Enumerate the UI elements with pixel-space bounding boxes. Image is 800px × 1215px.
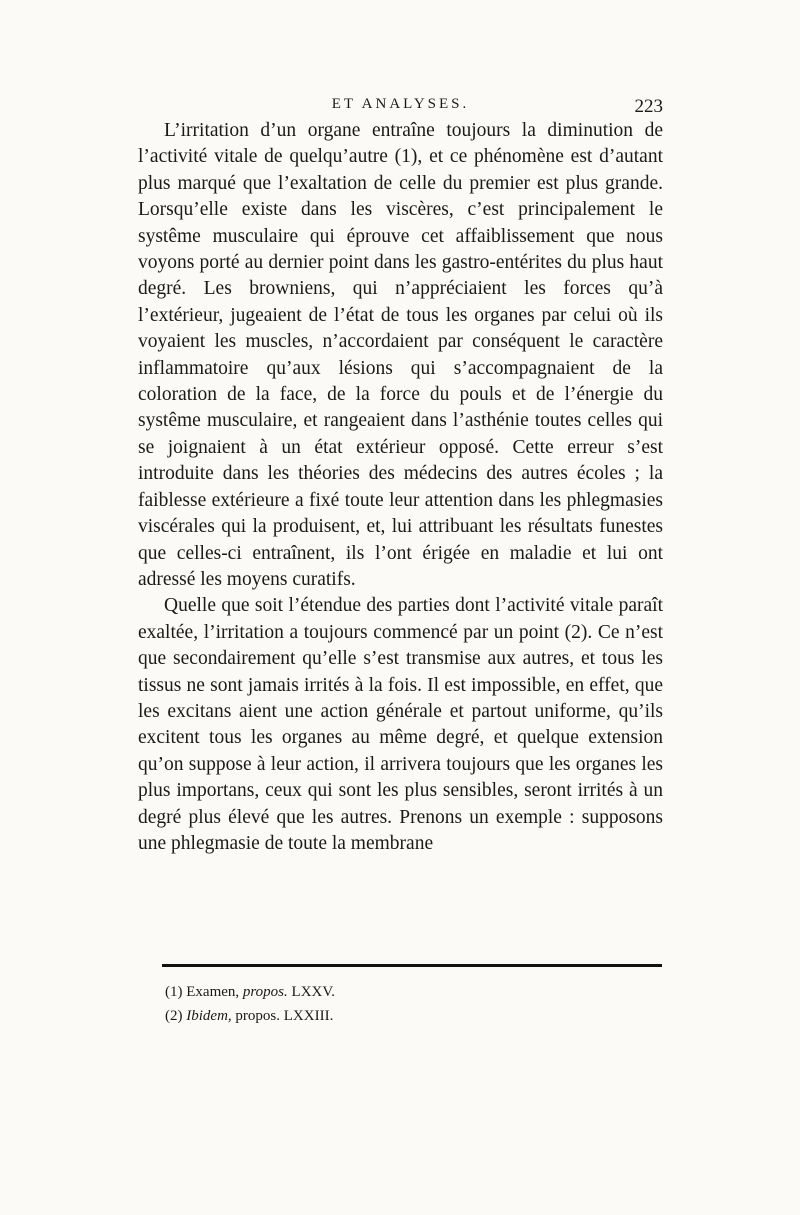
footnote-value: LXXV. xyxy=(291,984,336,1000)
footnote-source: Examen, xyxy=(186,984,240,1000)
footnote xyxy=(165,980,655,1004)
paragraph: L’irritation d’un organe entraîne toujours la diminution de l’activité vitale de quelqu’autre (1), et ce phénomène est d’autant plus marqué que l’exaltation de celle du premier est plus grande. Lorsqu’elle existe dans les viscères, c’est principalement le systême musculaire qui éprouve cet affaiblissement que nous voyons porté au dernier point dans les gastro-entérites du plus haut degré. Les browniens, qui n’appréciaient les forces qu’à l’extérieur, jugeaient de l’état de tous les organes par celui où ils voyaient les muscles, n’accordaient par conséquent le caractère inflammatoire qu’aux lésions qui s’accompagnaient de la coloration de la face, de la force du pouls et de l’énergie du systême musculaire, et rangeaient dans l’asthénie toutes celles qui se joignaient à un état extérieur opposé. Cette erreur s’est introduite dans les théories des médecins des autres écoles ; la faiblesse extérieure a fixé toute leur attention dans les phlegmasies viscérales qui la produisent, et, lui attribuant les résultats funestes que celles-ci entraînent, ils l’ont érigée en maladie et lui ont adressé les moyens curatifs. xyxy=(138,120,663,590)
footnotes xyxy=(165,980,655,1028)
paragraph: Quelle que soit l’étendue des parties dont l’activité vitale paraît exaltée, l’irritation a toujours commencé par un point (2). Ce n’est que secondairement qu’elle s’est transmise aux autres, et tous les tissus ne sont jamais irrités à la fois. Il est impossible, en effet, que les excitans aient une action générale et partout uniforme, qu’ils excitent tous les organes au même degré, et quelque extension qu’on suppose à leur action, il arrivera toujours que les organes les plus importans, ceux qui sont les plus sensibles, seront irrités à un degré plus élevé que les autres. Prenons un exemple : supposons une phlegmasie de toute la membrane xyxy=(138,595,663,854)
page-number: 223 xyxy=(634,96,663,117)
running-head: ET ANALYSES. xyxy=(331,96,470,112)
footnote xyxy=(165,1004,655,1028)
body-text xyxy=(138,118,663,857)
footnote-reference: propos. xyxy=(242,984,288,1000)
footnote-divider xyxy=(162,964,662,967)
footnote-number: (1) xyxy=(165,984,183,1000)
footnote-source: Ibidem, xyxy=(186,1008,232,1024)
footnote-reference: propos. xyxy=(235,1008,280,1024)
footnote-number: (2) xyxy=(165,1008,183,1024)
footnote-value: LXXIII. xyxy=(283,1008,334,1024)
